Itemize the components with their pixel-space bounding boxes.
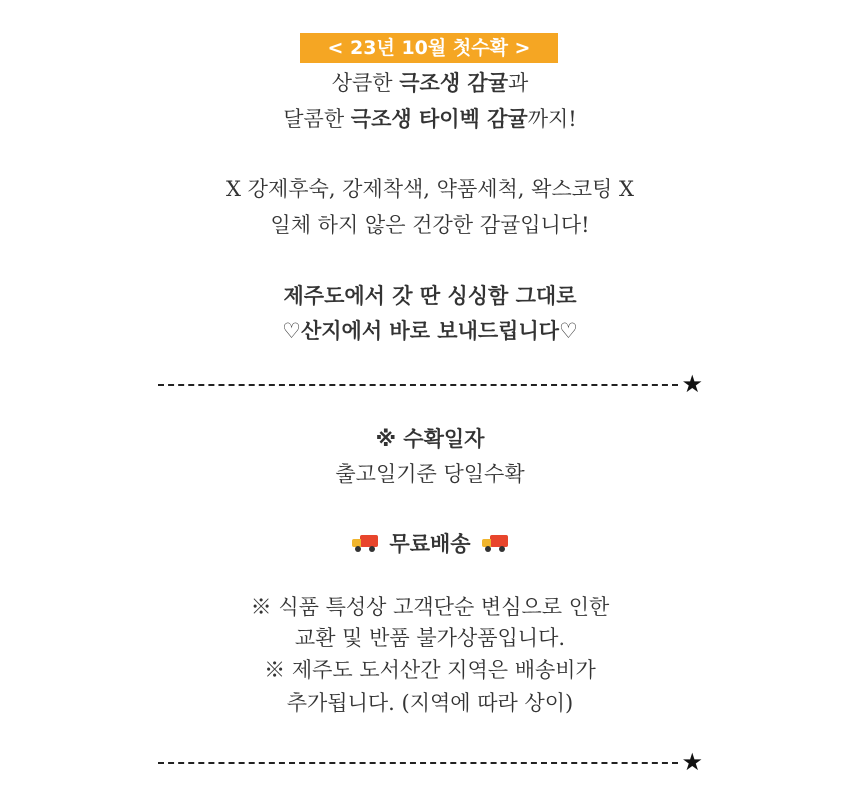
divider-top: [158, 372, 703, 396]
no-treatment-line-1: X 강제후숙, 강제착색, 약품세척, 왁스코팅 X: [226, 177, 634, 201]
notice-line-2: 교환 및 반품 불가상품입니다.: [294, 626, 566, 650]
divider-rule: [158, 384, 678, 386]
star-icon: ★: [681, 748, 703, 776]
notice-line-3: ※ 제주도 도서산간 지역은 배송비가: [264, 658, 596, 682]
divider-bottom: [158, 750, 703, 774]
intro-line-2-bold: 극조생 타이벡 감귤: [350, 107, 528, 131]
harvest-text: 출고일기준 당일수확: [335, 462, 525, 486]
truck-icon: [482, 533, 508, 553]
intro-line-2-pre: 달콤한: [283, 107, 351, 131]
harvest-title: ※ 수확일자: [375, 427, 485, 451]
notice-line-4: 추가됩니다. (지역에 따라 상이): [286, 691, 574, 715]
fresh-line-1: 제주도에서 갓 딴 싱싱함 그대로: [283, 284, 577, 308]
intro-line-2: [0, 104, 860, 134]
intro-line-1-post: 과: [508, 71, 529, 95]
intro-line-1-bold: 극조생 감귤: [399, 71, 508, 95]
truck-icon: [352, 533, 378, 553]
shipping-title: 무료배송: [389, 532, 471, 556]
intro-line-1: [0, 68, 860, 98]
fresh-line-2: ♡산지에서 바로 보내드립니다♡: [282, 319, 578, 343]
star-icon: ★: [681, 370, 703, 398]
intro-line-2-post: 까지!: [527, 107, 577, 131]
divider-rule: [158, 762, 678, 764]
intro-line-1-pre: 상큼한: [331, 71, 400, 95]
no-treatment-line-2: 일체 하지 않은 건강한 감귤입니다!: [270, 213, 590, 237]
harvest-badge: < 23년 10월 첫수확 >: [300, 33, 558, 63]
shipping-line: [0, 529, 860, 559]
notice-line-1: ※ 식품 특성상 고객단순 변심으로 인한: [250, 595, 610, 619]
